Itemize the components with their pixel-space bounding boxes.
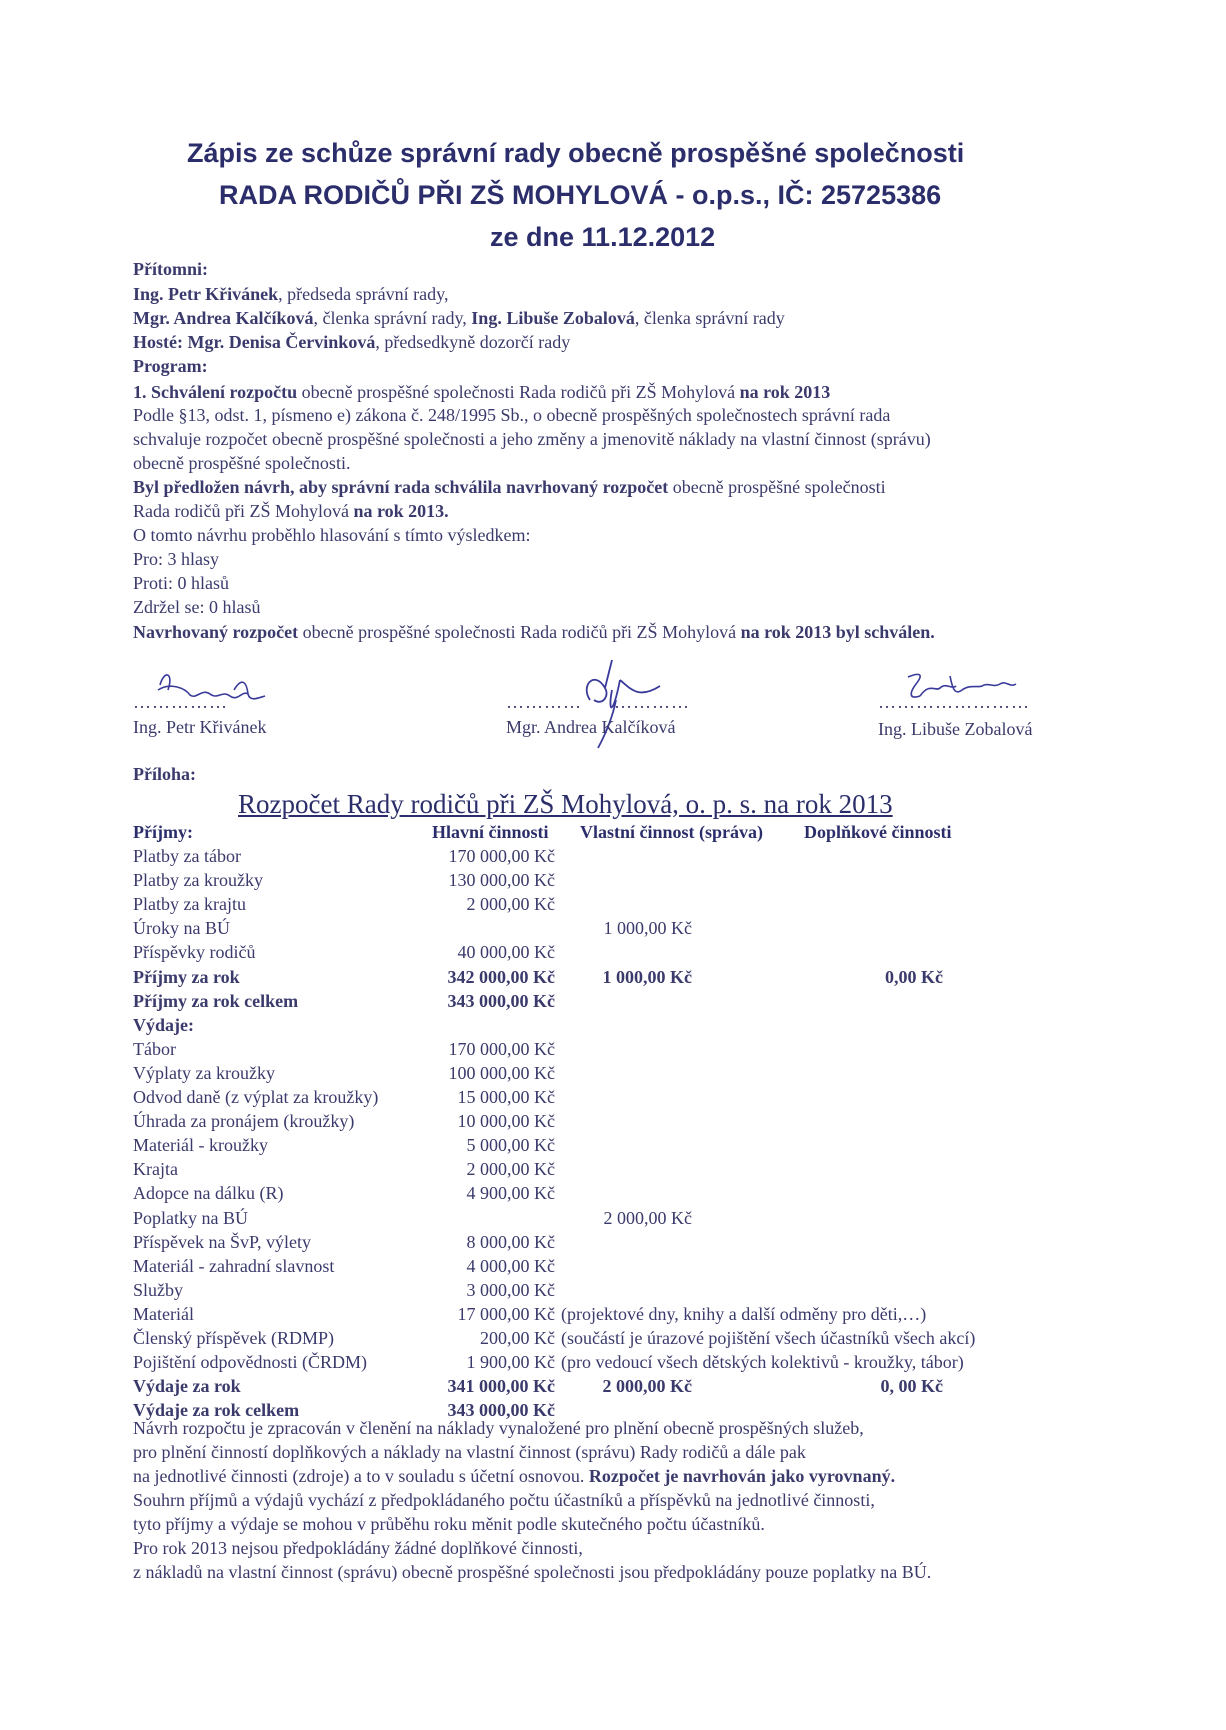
expense-row-note: (pro vedoucí všech dětských kolektivů - kroužky, tábor) [561,1352,964,1373]
guests-label: Hosté: Mgr. Denisa Červinková [133,332,376,352]
doc-title-line1: Zápis ze schůze správní rady obecně prospěšné společnosti [187,138,965,168]
attendee-3-name: Ing. Libuše Zobalová [471,308,635,328]
present-label: Přítomni: [133,259,208,279]
program-item-1 [133,381,830,403]
proposal-text-2: Rada rodičů při ZŠ Mohylová [133,501,354,521]
income-grand-total-label: Příjmy za rok celkem [133,990,299,1011]
expense-row-label: Příspěvek na ŠvP, výlety [133,1231,311,1252]
attendees-2-3 [133,307,785,329]
expense-row-label: Materiál [133,1303,194,1324]
expense-row-main: 15 000,00 Kč [457,1087,555,1107]
expense-row-main: 5 000,00 Kč [466,1135,555,1156]
attendee-1 [133,283,448,305]
proposal-year: na rok 2013. [353,501,449,521]
signature-dots-2b: ………… [614,692,690,712]
guests-role: , předsedkyně dozorčí rady [375,332,571,352]
column-extra: Doplňkové činnosti [804,822,952,842]
expenses-heading: Výdaje: [133,1014,194,1035]
signature-name-2: Mgr. Andrea Kalčíková [506,717,676,737]
expense-row-label: Poplatky na BÚ [133,1207,248,1228]
vote-intro: O tomto návrhu proběhlo hlasování s tímto výsledkem: [133,525,531,545]
expense-row-main: 17 000,00 Kč [457,1303,555,1324]
expense-row-label: Materiál - kroužky [133,1135,268,1156]
proposal-bold: Byl předložen návrh, aby správní rada schválila navrhovaný rozpočet [133,477,669,497]
income-row-main: 170 000,00 Kč [448,846,555,866]
expense-total-own: 2 000,00 Kč [602,1376,692,1397]
expense-row-label: Členský příspěvek (RDMP) [133,1328,334,1348]
expense-row-label: Výplaty za kroužky [133,1062,275,1083]
doc-title-line2: RADA RODIČŮ PŘI ZŠ MOHYLOVÁ - o.p.s., IČ: 25725386 [219,180,942,210]
note-1: Návrh rozpočtu je zpracován v členění na náklady vynaložené pro plnění obecně prospěšných služeb, [133,1418,864,1438]
law-line-1: Podle §13, odst. 1, písmeno e) zákona č. 248/1995 Sb., o obecně prospěšných společnostech správní rada [133,405,891,425]
expense-row-main: 2 000,00 Kč [466,1159,555,1180]
result-text: obecně prospěšné společnosti Rada rodičů při ZŠ Mohylová [298,622,741,642]
expense-row-main: 1 900,00 Kč [466,1352,555,1373]
expense-row-label: Odvod daně (z výplat za kroužky) [133,1087,379,1107]
expense-row-note: (součástí je úrazové pojištění všech účastníků všech akcí) [561,1328,976,1348]
signature-name-3: Ing. Libuše Zobalová [878,719,1033,739]
attendee-1-role: , předseda správní rady, [278,284,449,304]
income-row-label: Úroky na BÚ [133,918,230,939]
note-2: pro plnění činností doplňkových a náklady na vlastní činnost (správu) Rady rodičů a dále pak [133,1442,806,1462]
attendee-2-role: , členka správní rady, [313,308,472,328]
income-total-own: 1 000,00 Kč [602,966,692,987]
income-row-label: Příspěvky rodičů [133,942,256,963]
expense-row-note: (projektové dny, knihy a další odměny pro děti,…) [561,1303,927,1324]
income-total-main: 342 000,00 Kč [447,966,555,987]
vote-against: Proti: 0 hlasů [133,573,230,593]
income-row-label: Platby za kroužky [133,870,263,891]
expense-row-label: Pojištění odpovědnosti (ČRDM) [133,1352,368,1373]
income-grand-total-main: 343 000,00 Kč [447,990,555,1011]
signature-dots-2a: ………… [506,692,582,712]
expense-row-main: 4 000,00 Kč [466,1255,555,1276]
expense-total-extra: 0, 00 Kč [880,1376,943,1397]
note-7: z nákladů na vlastní činnost (správu) obecně prospěšné společnosti jsou předpokládány pouze poplatky na BÚ. [133,1562,932,1582]
column-main: Hlavní činnosti [432,822,549,842]
proposal-line-2 [133,500,449,522]
attendee-3-role: , členka správní rady [634,308,785,328]
expense-row-label: Materiál - zahradní slavnost [133,1255,335,1276]
income-row-own: 1 000,00 Kč [603,918,692,939]
expense-row-main: 4 900,00 Kč [466,1183,555,1204]
income-row-main: 2 000,00 Kč [466,894,555,915]
result-bold: Navrhovaný rozpočet [133,622,299,642]
expense-row-main: 170 000,00 Kč [448,1038,555,1059]
law-line-2: schvaluje rozpočet obecně prospěšné společnosti a jeho změny a jmenovitě náklady na vlastní činnost (správu) [133,429,931,449]
guests [133,331,570,353]
law-line-3: obecně prospěšné společnosti. [133,453,351,473]
signature-name-1: Ing. Petr Křivánek [133,717,267,737]
expense-row-main: 100 000,00 Kč [448,1062,555,1083]
budget-title: Rozpočet Rady rodičů při ZŠ Mohylová, o. p. s. na rok 2013 [238,789,893,819]
expense-row-main: 3 000,00 Kč [466,1279,555,1300]
signature-dots-3: …………………… [878,692,1030,712]
result-approved: na rok 2013 byl schválen. [740,622,935,642]
income-row-label: Platby za tábor [133,846,241,866]
proposal-text: obecně prospěšné společnosti [668,477,886,497]
expense-row-own: 2 000,00 Kč [603,1207,692,1228]
signature-dots-2 [506,692,690,713]
expense-row-label: Adopce na dálku (R) [133,1183,284,1204]
attendee-1-name: Ing. Petr Křivánek [133,284,279,304]
signature-dots-1: …………… [133,692,228,712]
note-3-bold: Rozpočet je navrhován jako vyrovnaný. [588,1466,896,1486]
vote-result [133,621,935,643]
expense-row-main: 10 000,00 Kč [457,1111,555,1132]
expense-total-label: Výdaje za rok [133,1376,241,1397]
expense-row-label: Služby [133,1279,184,1300]
note-5: tyto příjmy a výdaje se mohou v průběhu roku měnit podle skutečného počtu účastníků. [133,1514,765,1534]
income-row-label: Platby za krajtu [133,894,246,915]
expense-row-label: Krajta [133,1159,178,1180]
expense-row-label: Úhrada za pronájem (kroužky) [133,1111,355,1132]
income-heading: Příjmy: [133,822,193,842]
income-total-label: Příjmy za rok [133,966,240,987]
note-3 [133,1465,895,1487]
program-label: Program: [133,356,208,376]
program-item-text: obecně prospěšné společnosti Rada rodičů při ZŠ Mohylová [297,382,740,402]
attachment-label: Příloha: [133,764,196,784]
vote-for: Pro: 3 hlasy [133,549,220,569]
income-total-extra: 0,00 Kč [885,966,943,987]
proposal-line-1 [133,476,886,498]
expense-total-main: 341 000,00 Kč [447,1376,555,1397]
column-own: Vlastní činnost (správa) [580,822,764,842]
income-row-main: 40 000,00 Kč [457,942,555,963]
expense-row-main: 200,00 Kč [480,1328,555,1348]
program-item-bold: 1. Schválení rozpočtu [133,382,298,402]
doc-title-date: ze dne 11.12.2012 [490,222,716,252]
vote-abstain: Zdržel se: 0 hlasů [133,597,261,617]
expense-row-main: 8 000,00 Kč [466,1231,555,1252]
expense-row-label: Tábor [133,1038,176,1059]
income-row-main: 130 000,00 Kč [448,870,555,891]
attendee-2-name: Mgr. Andrea Kalčíková [133,308,314,328]
expense-grand-total-label: Výdaje za rok celkem [133,1400,300,1421]
note-6: Pro rok 2013 nejsou předpokládány žádné doplňkové činnosti, [133,1538,583,1558]
expense-grand-total-main: 343 000,00 Kč [447,1400,555,1421]
note-3-text: na jednotlivé činnosti (zdroje) a to v souladu s účetní osnovou. [133,1466,589,1486]
program-item-year: na rok 2013 [739,382,831,402]
note-4: Souhrn příjmů a výdajů vychází z předpokládaného počtu účastníků a příspěvků na jednotlivé činnosti, [133,1490,875,1510]
